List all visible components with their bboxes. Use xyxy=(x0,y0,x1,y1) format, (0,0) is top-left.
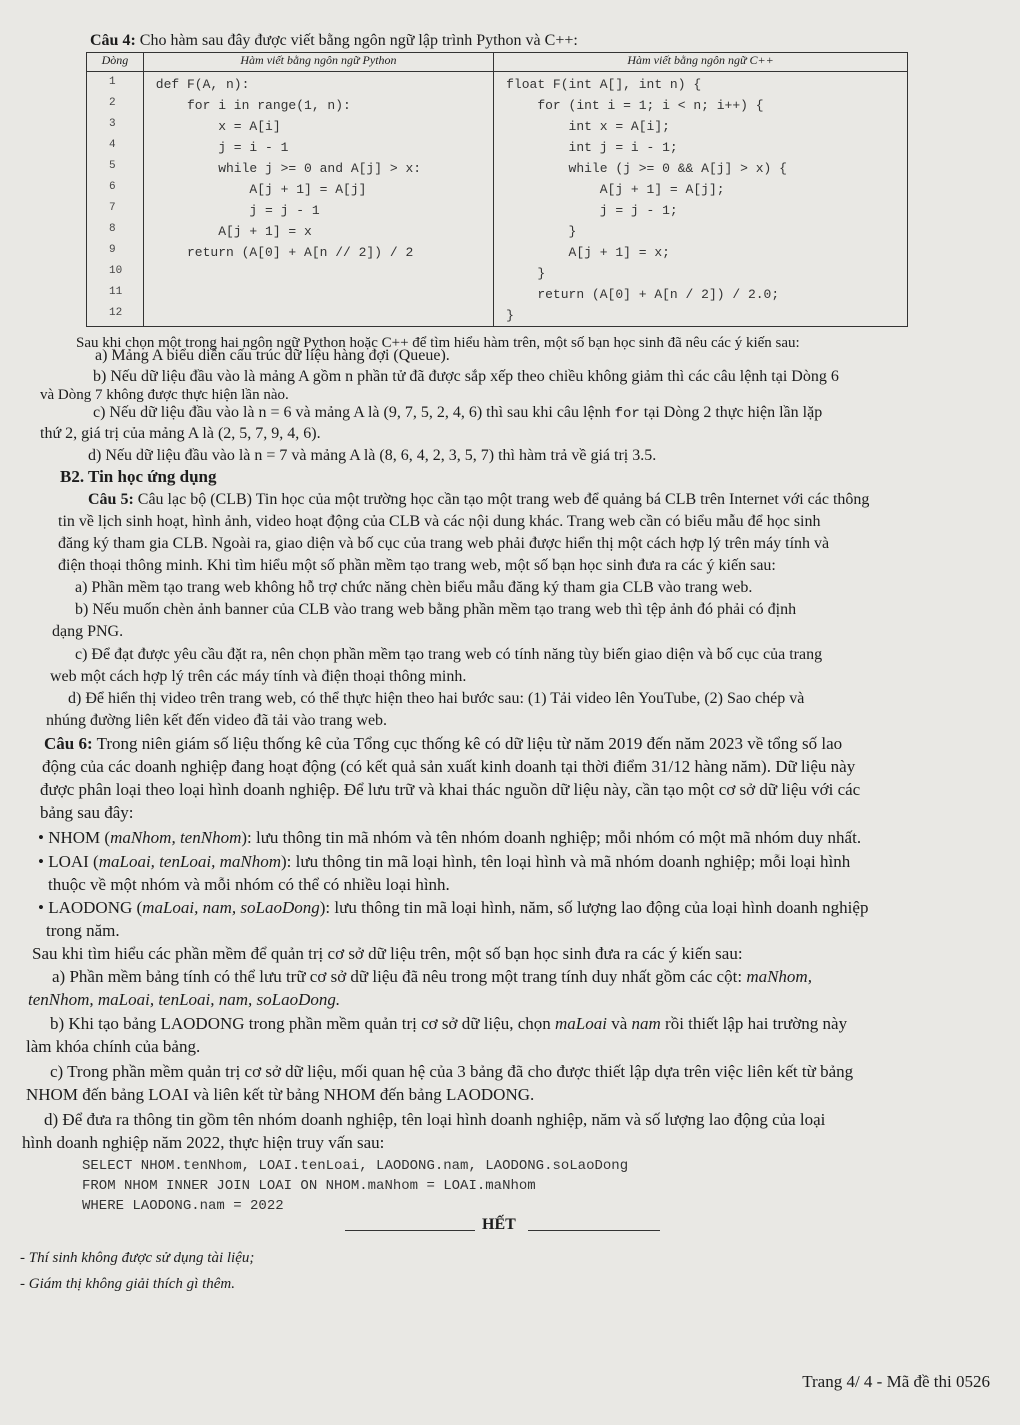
q6-bullet-nhom xyxy=(38,828,861,848)
q5-option-b-cont: dạng PNG. xyxy=(52,623,124,640)
q6-option-a-text: a) Phần mềm bảng tính có thể lưu trữ cơ sở dữ liệu đã nêu trong một trang tính duy nhất gồm các cột: xyxy=(52,967,747,986)
header-python: Hàm viết bằng ngôn ngữ Python xyxy=(143,53,493,72)
q6-option-b-cont: làm khóa chính của bảng. xyxy=(26,1037,201,1056)
q4-option-d: d) Nếu dữ liệu đầu vào là n = 7 và mảng A là (8, 6, 4, 2, 3, 5, 7) thì hàm trả về giá trị 3.5. xyxy=(88,447,657,464)
q5-line-1-text: Câu lạc bộ (CLB) Tin học của một trường học cần tạo một trang web để quảng bá CLB trên Internet với các thông xyxy=(133,491,870,508)
q6-option-a-cont xyxy=(28,990,340,1010)
q4-option-c xyxy=(93,403,822,424)
table-fields: maNhom, tenNhom xyxy=(110,828,242,847)
q6-line-1-text: Trong niên giám số liệu thống kê của Tổng cục thống kê có dữ liệu từ năm 2019 đến năm 2023 về tổng số lao xyxy=(92,734,843,753)
q6-option-a xyxy=(52,967,812,987)
line-number: 7 xyxy=(109,202,116,214)
line-number: 6 xyxy=(109,181,116,193)
q6-line-4: bảng sau đây: xyxy=(40,803,134,822)
python-code: def F(A, n): for i in range(1, n): x = A[i] j = i - 1 while j >= 0 and A[j] > x: A[j + 1] = A[j] j = j - 1 A[j + 1] = x return (A[0] + A[n // 2]) / 2 xyxy=(155,77,422,260)
table-name: LAODONG ( xyxy=(48,898,143,917)
table-fields: maLoai, tenLoai, maNhom xyxy=(98,852,282,871)
section-b2-heading: B2. Tin học ứng dụng xyxy=(60,467,217,486)
question-4-title xyxy=(90,32,578,50)
q6-option-b-field1: maLoai xyxy=(555,1014,607,1033)
q6-option-b-text2: rồi thiết lập hai trường này xyxy=(660,1014,848,1033)
q6-option-c-cont: NHOM đến bảng LOAI và liên kết từ bảng NHOM đến bảng LAODONG. xyxy=(26,1085,535,1104)
line-number: 11 xyxy=(109,286,123,298)
q6-bullet-loai xyxy=(38,852,850,872)
table-name: NHOM ( xyxy=(48,828,111,847)
q6-bullet-loai-cont: thuộc về một nhóm và mỗi nhóm có thể có nhiều loại hình. xyxy=(48,875,450,894)
q4-option-c-text2: tại Dòng 2 thực hiện lần lặp xyxy=(639,404,823,421)
cpp-code-cell xyxy=(494,72,908,327)
q6-option-b-and: và xyxy=(606,1014,632,1033)
q5-line-3: đăng ký tham gia CLB. Ngoài ra, giao diện và bố cục của trang web phải được hiển thị một cách hợp lý trên máy tính và xyxy=(58,535,830,552)
line-number: 5 xyxy=(109,160,116,172)
header-cpp: Hàm viết bằng ngôn ngữ C++ xyxy=(494,53,908,72)
q6-line-1 xyxy=(44,734,842,754)
code-table xyxy=(86,52,908,327)
bullet-icon: • xyxy=(38,898,49,917)
q6-option-b-field2: nam xyxy=(631,1014,661,1033)
question-4-stem: Cho hàm sau đây được viết bằng ngôn ngữ lập trình Python và C++: xyxy=(135,32,578,49)
table-name: LOAI ( xyxy=(48,852,99,871)
line-number: 9 xyxy=(109,244,116,256)
q4-option-c-text: c) Nếu dữ liệu đầu vào là n = 6 và mảng A là (9, 7, 5, 2, 4, 6) thì sau khi câu lệnh xyxy=(93,404,615,421)
end-label: HẾT xyxy=(482,1216,516,1233)
q4-intro: Sau khi chọn một trong hai ngôn ngữ Python hoặc C++ để tìm hiểu hàm trên, một số bạn học sinh đã nêu các ý kiến sau: xyxy=(76,335,800,351)
note-1: - Thí sinh không được sử dụng tài liệu; xyxy=(20,1250,255,1266)
q4-option-c-cont: thứ 2, giá trị của mảng A là (2, 5, 7, 9, 4, 6). xyxy=(40,425,321,442)
page-footer: Trang 4/ 4 - Mã đề thi 0526 xyxy=(802,1372,990,1391)
q6-bullet-laodong-cont: trong năm. xyxy=(46,921,120,940)
bullet-icon: • xyxy=(38,828,49,847)
q5-option-b: b) Nếu muốn chèn ảnh banner của CLB vào trang web bằng phần mềm tạo trang web thì tệp ảnh đó phải có định xyxy=(75,601,797,618)
q5-option-c-cont: web một cách hợp lý trên các máy tính và điện thoại thông minh. xyxy=(50,668,467,685)
q4-option-b-cont: và Dòng 7 không được thực hiện lần nào. xyxy=(40,387,289,403)
q5-option-d-cont: nhúng đường liên kết đến video đã tải vào trang web. xyxy=(46,712,388,729)
line-number: 4 xyxy=(109,139,116,151)
q6-option-a-fields: tenNhom, maLoai, tenLoai, nam, soLaoDong. xyxy=(28,990,341,1009)
q5-option-c: c) Để đạt được yêu cầu đặt ra, nên chọn phần mềm tạo trang web có tính năng tùy biến giao diện và bố cục của trang xyxy=(75,646,823,663)
q4-option-c-code: for xyxy=(614,406,640,422)
q6-option-d: d) Để đưa ra thông tin gồm tên nhóm doanh nghiệp, tên loại hình doanh nghiệp, năm và số lượng lao động của loại xyxy=(44,1110,826,1129)
question-6-label: Câu 6: xyxy=(44,734,93,753)
end-divider-left xyxy=(345,1230,475,1231)
end-marker xyxy=(345,1216,660,1238)
q6-line-3: được phân loại theo loại hình doanh nghiệp. Để lưu trữ và khai thác nguồn dữ liệu này, cần tạo một cơ sở dữ liệu với các xyxy=(40,780,861,799)
q6-option-b-text: b) Khi tạo bảng LAODONG trong phần mềm quản trị cơ sở dữ liệu, chọn xyxy=(50,1014,555,1033)
q6-option-c: c) Trong phần mềm quản trị cơ sở dữ liệu, mối quan hệ của 3 bảng đã cho được thiết lập dựa trên việc liên kết từ bảng xyxy=(50,1062,854,1081)
table-description: ): lưu thông tin mã nhóm và tên nhóm doanh nghiệp; mỗi nhóm có một mã nhóm duy nhất. xyxy=(241,828,862,847)
q6-option-d-cont: hình doanh nghiệp năm 2022, thực hiện truy vấn sau: xyxy=(22,1133,385,1152)
q5-line-2: tin về lịch sinh hoạt, hình ảnh, video hoạt động của CLB và các nội dung khác. Trang web cần có biểu mẫu để học sinh xyxy=(58,513,821,530)
line-number-column xyxy=(87,72,144,327)
q5-line-4: điện thoại thông minh. Khi tìm hiểu một số phần mềm tạo trang web, một số bạn học sinh đưa ra các ý kiến sau: xyxy=(58,557,776,574)
q6-option-a-field: maNhom, xyxy=(746,967,812,986)
line-number: 12 xyxy=(109,307,123,319)
sql-query: SELECT NHOM.tenNhom, LOAI.tenLoai, LAODONG.nam, LAODONG.soLaoDong FROM NHOM INNER JOIN LOAI ON NHOM.maNhom = LOAI.maNhom WHERE LAODONG.nam = 2022 xyxy=(82,1158,629,1214)
q6-bullet-laodong xyxy=(38,898,868,918)
python-code-cell xyxy=(143,72,493,327)
end-divider-right xyxy=(528,1230,660,1231)
line-number: 3 xyxy=(109,118,116,130)
table-description: ): lưu thông tin mã loại hình, tên loại hình và mã nhóm doanh nghiệp; mỗi loại hình xyxy=(281,852,851,871)
q6-line-2: động của các doanh nghiệp đang hoạt động (có kết quả sản xuất kinh doanh tại thời điểm 31/12 hàng năm). Dữ liệu này xyxy=(42,757,856,776)
line-number: 2 xyxy=(109,97,116,109)
q5-option-d: d) Để hiển thị video trên trang web, có thể thực hiện theo hai bước sau: (1) Tải video lên YouTube, (2) Sao chép và xyxy=(68,690,805,707)
q4-option-a: a) Mảng A biểu diễn cấu trúc dữ liệu hàng đợi (Queue). xyxy=(95,347,450,364)
q4-option-b: b) Nếu dữ liệu đầu vào là mảng A gồm n phần tử đã được sắp xếp theo chiều không giảm thì các câu lệnh tại Dòng 6 xyxy=(93,368,839,385)
note-2: - Giám thị không giải thích gì thêm. xyxy=(20,1276,235,1292)
line-number: 10 xyxy=(109,265,123,277)
question-5-label: Câu 5: xyxy=(88,491,134,508)
q6-intro: Sau khi tìm hiểu các phần mềm để quản trị cơ sở dữ liệu trên, một số bạn học sinh đưa ra các ý kiến sau: xyxy=(32,944,743,963)
q5-option-a: a) Phần mềm tạo trang web không hỗ trợ chức năng chèn biểu mẫu đăng ký tham gia CLB vào trang web. xyxy=(75,579,753,596)
table-description: ): lưu thông tin mã loại hình, năm, số lượng lao động của loại hình doanh nghiệp xyxy=(319,898,869,917)
header-line: Dòng xyxy=(87,53,144,72)
q6-option-b xyxy=(50,1014,847,1034)
cpp-code: float F(int A[], int n) { for (int i = 1; i < n; i++) { int x = A[i]; int j = i - 1; while (j >= 0 && A[j] > x) { A[j + 1] = A[j]; j = j - 1; } A[j + 1] = x; } return (A[0] + A[n / 2]) / 2.0; } xyxy=(506,77,787,323)
bullet-icon: • xyxy=(38,852,49,871)
line-number: 1 xyxy=(109,76,116,88)
q5-line-1 xyxy=(88,490,869,510)
line-number: 8 xyxy=(109,223,116,235)
table-fields: maLoai, nam, soLaoDong xyxy=(142,898,320,917)
question-4-label: Câu 4: xyxy=(90,32,136,49)
